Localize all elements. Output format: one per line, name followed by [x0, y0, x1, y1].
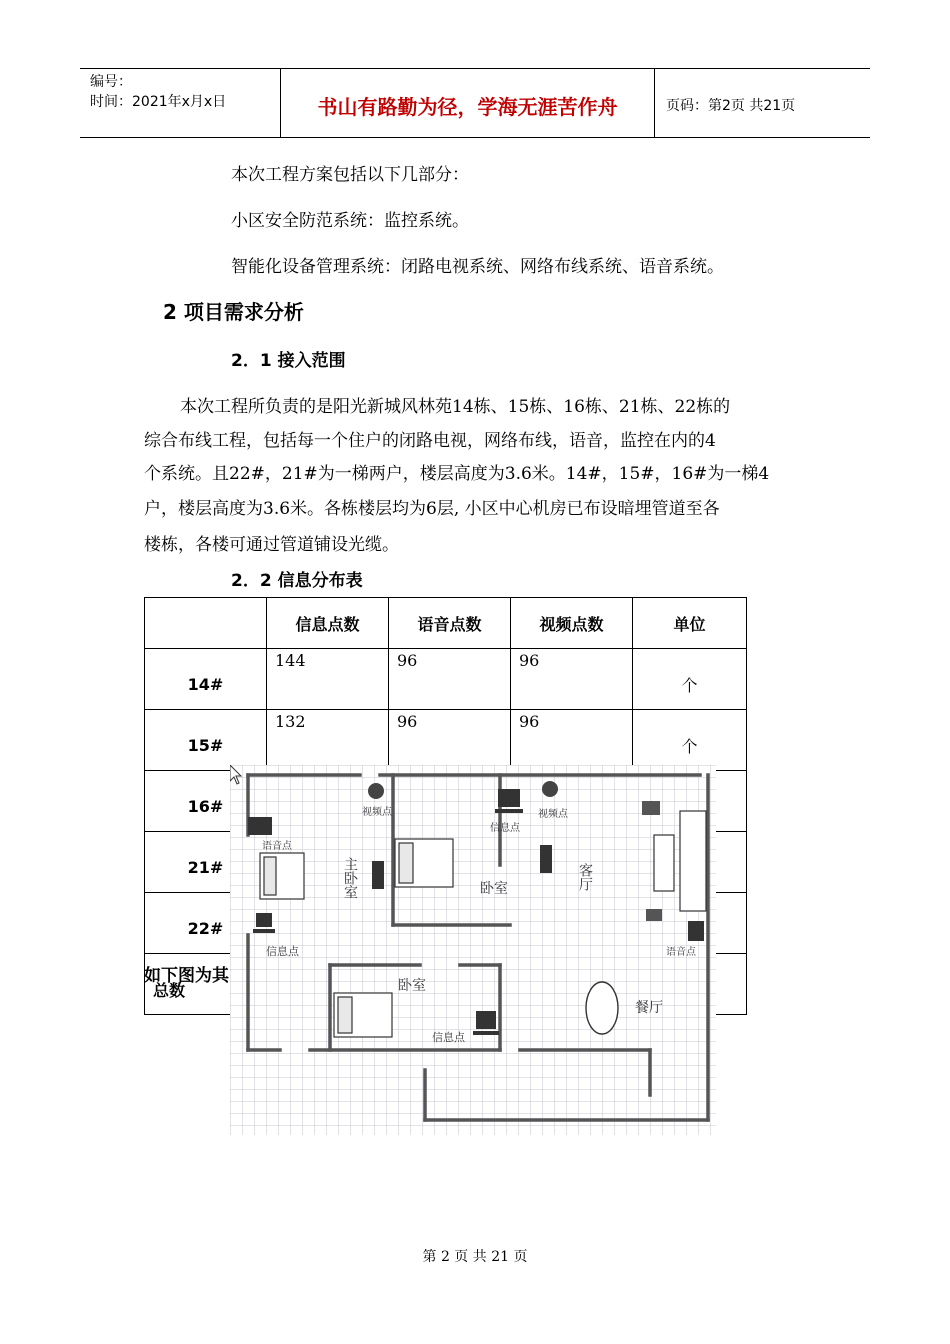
body-line-5: 楼栋，各楼可通过管道铺设光缆。: [144, 535, 399, 555]
section-2-1-title: 2．1 接入范围: [231, 351, 346, 371]
row-label: 21#: [145, 832, 267, 893]
figure-caption: 如下图为其: [144, 966, 229, 986]
body-line-4: 户，楼层高度为3.6米。各栋楼层均为6层, 小区中心机房已布设暗埋管道至各: [144, 499, 720, 519]
section-2-2-title: 2．2 信息分布表: [231, 571, 363, 591]
voice-point-label: 语音点: [666, 947, 696, 958]
video-point-label: 视频点: [362, 807, 392, 818]
master-bedroom-label: 主卧室: [342, 857, 358, 899]
page-footer: 第 2 页 共 21 页: [422, 1249, 528, 1265]
body-line-1: 本次工程所负责的是阳光新城风林苑14栋、15栋、16栋、21栋、22栋的: [180, 397, 731, 417]
table-header-row: [145, 598, 747, 649]
body-line-2: 综合布线工程，包括每一个住户的闭路电视，网络布线，语音，监控在内的4: [144, 431, 716, 451]
camera-icon: [542, 781, 558, 797]
row-label: 22#: [145, 893, 267, 954]
intro-line-1: 本次工程方案包括以下几部分：: [231, 165, 469, 185]
header-left-cell: [80, 69, 280, 137]
section-2-title: 2 项目需求分析: [163, 300, 304, 324]
video-point-label: 视频点: [538, 809, 568, 820]
body-line-3: 个系统。且22#，21#为一梯两户，楼层高度为3.6米。14#，15#，16#为一梯4: [144, 464, 770, 484]
header-motto-cell: [280, 69, 655, 137]
tv-icon: [540, 845, 552, 873]
computer-icon: [473, 1011, 499, 1035]
info-count-cell: 132: [267, 710, 389, 771]
table-header-cell: [145, 598, 267, 649]
table-row: [145, 710, 747, 771]
phone-icon: [646, 909, 662, 921]
info-point-label: 信息点: [490, 823, 520, 834]
phone-icon: [642, 801, 660, 815]
page-header: [80, 68, 870, 138]
table-row: [145, 649, 747, 710]
phone-icon: [688, 921, 704, 941]
intro-line-3: 智能化设备管理系统：闭路电视系统、网络布线系统、语音系统。: [231, 257, 724, 277]
bedroom-label: 卧室: [398, 978, 426, 994]
row-label: 15#: [145, 710, 267, 771]
document-time-label: 时间：2021年x月x日: [90, 94, 227, 110]
voice-count-cell: 96: [389, 649, 511, 710]
bed-icon: [260, 853, 304, 899]
header-page-info: 页码：第2页 共21页: [666, 98, 796, 114]
intro-line-2: 小区安全防范系统：监控系统。: [231, 211, 469, 231]
phone-icon: [248, 817, 272, 835]
dining-room-label: 餐厅: [635, 1000, 663, 1016]
info-point-label: 信息点: [432, 1031, 465, 1044]
unit-cell: 个: [633, 710, 747, 771]
row-label: 总数: [145, 954, 267, 1015]
computer-icon: [495, 789, 523, 813]
voice-point-label: 语音点: [262, 841, 292, 852]
document-number-label: 编号：: [90, 74, 132, 90]
info-count-cell: 144: [267, 649, 389, 710]
computer-icon: [253, 913, 275, 933]
row-label: 14#: [145, 649, 267, 710]
floor-plan-image: [230, 765, 716, 1135]
header-motto: 书山有路勤为径，学海无涯苦作舟: [317, 95, 618, 119]
video-count-cell: 96: [511, 710, 633, 771]
unit-cell: 个: [633, 649, 747, 710]
table-header-cell: 信息点数: [267, 598, 389, 649]
table-header-cell: 单位: [633, 598, 747, 649]
camera-icon: [368, 783, 384, 799]
bed-icon: [334, 993, 392, 1037]
video-count-cell: 96: [511, 649, 633, 710]
living-room-label: 客厅: [577, 863, 593, 891]
table-header-cell: 视频点数: [511, 598, 633, 649]
info-point-label: 信息点: [266, 945, 299, 958]
row-label: 16#: [145, 771, 267, 832]
tv-icon: [372, 861, 384, 889]
bedroom-label: 卧室: [480, 881, 508, 897]
voice-count-cell: 96: [389, 710, 511, 771]
bed-icon: [395, 839, 453, 887]
table-header-cell: 语音点数: [389, 598, 511, 649]
header-page-cell: [654, 69, 870, 137]
dining-table-icon: [586, 982, 618, 1034]
